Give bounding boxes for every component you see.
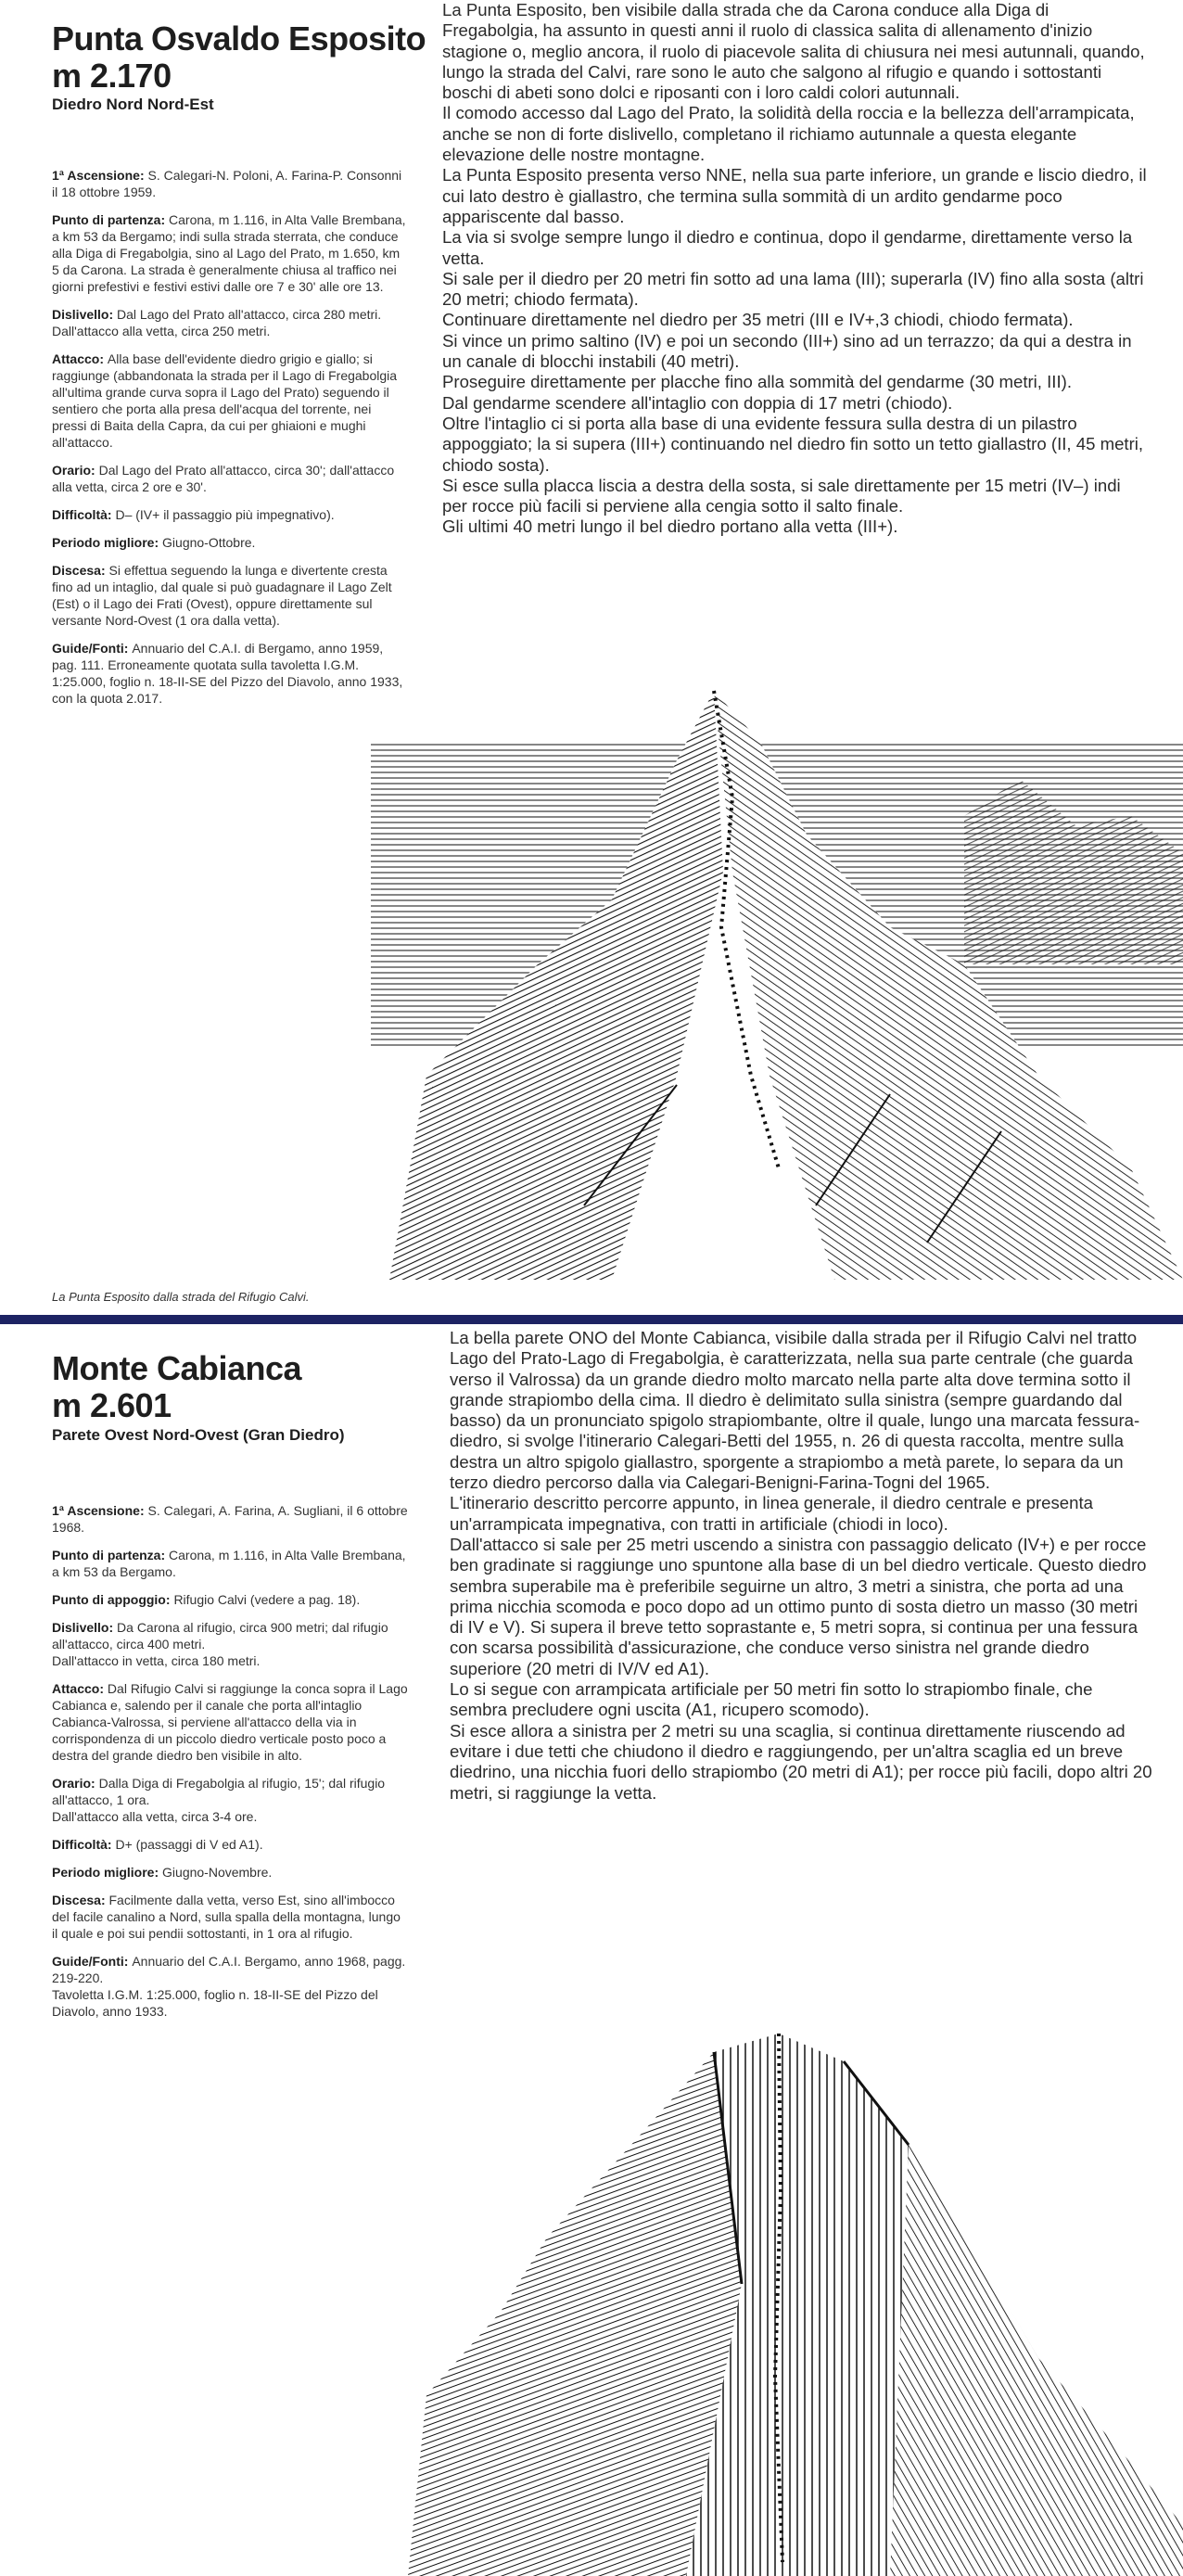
description-paragraph: La Punta Esposito, ben visibile dalla strada che da Carona conduce alla Diga di Fregabolgia, ha assunto in questi anni il ruolo di classica salita di allenamento d'inizio stagione o, meglio ancora, il ruolo di piacevole salita di chiusura nei mesi autunnali, quando, lungo la strada del Calvi, rare sono le auto che salgono al rifugio e quando i sottostanti boschi di abeti sono dolci e riposanti con i loro caldi colori autunnali. [442, 0, 1145, 103]
info-value: Si effettua seguendo la lunga e divertente cresta fino ad un intaglio, dal quale si può guadagnare il Lago Zelt (Est) o il Lago dei Frati (Ovest), oppure direttamente sul versante Nord-Ovest (1 ora dalla vetta). [52, 563, 392, 628]
mountain-illustration [408, 2006, 1183, 2576]
info-value: Carona, m 1.116, in Alta Valle Brembana, a km 53 da Bergamo. [52, 1548, 406, 1579]
route-description [450, 1328, 1154, 1804]
description-paragraph: Continuare direttamente nel diedro per 35 metri (III e IV+,3 chiodi, chiodo fermata). [442, 310, 1074, 330]
info-key: Punto di partenza [52, 1548, 161, 1562]
info-value: Dalla Diga di Fregabolgia al rifugio, 15'; dal rifugio all'attacco, 1 ora. Dall'attacco alla vetta, circa 3-4 ore. [52, 1776, 386, 1824]
description-paragraph: La Punta Esposito presenta verso NNE, nella sua parte inferiore, un grande e liscio diedro, il cui lato destro è giallastro, che termina sulla sommità di un ardito gendarme poco appariscente dal basso. [442, 165, 1147, 226]
info-key: Punto di appoggio [52, 1592, 166, 1607]
info-key: Orario [52, 1776, 92, 1791]
info-entry [52, 167, 409, 200]
info-value: S. Calegari-N. Poloni, A. Farina-P. Consonni il 18 ottobre 1959. [52, 168, 402, 199]
info-entry [52, 1502, 409, 1536]
info-entry [52, 1864, 409, 1881]
title-name: Punta Osvaldo Esposito [52, 19, 426, 57]
figure-caption: La Punta Esposito dalla strada del Rifugio Calvi. [52, 1290, 310, 1304]
description-paragraph: Si vince un primo saltino (IV) e poi un secondo (III+) sino ad un terrazzo; da qui a destra in un canale di blocchi instabili (40 metri). [442, 330, 1132, 372]
info-entry [52, 211, 409, 295]
info-value: Dal Lago del Prato all'attacco, circa 280 metri. Dall'attacco alla vetta, circa 250 metri. [52, 307, 382, 338]
route-subtitle: Diedro Nord Nord-Est [52, 96, 214, 113]
route-subtitle: Parete Ovest Nord-Ovest (Gran Diedro) [52, 1426, 345, 1444]
route-info-list [52, 1502, 409, 2031]
page-divider [0, 1315, 1183, 1324]
info-key: Guide/Fonti [52, 641, 124, 656]
info-value: Da Carona al rifugio, circa 900 metri; dal rifugio all'attacco, circa 400 metri. Dall'attacco in vetta, circa 180 metri. [52, 1620, 388, 1668]
title-elevation: m 2.170 [52, 57, 172, 95]
info-entry [52, 640, 409, 707]
info-key: Discesa [52, 1893, 101, 1907]
info-separator: : [99, 351, 108, 366]
info-entry [52, 1836, 409, 1853]
info-key: Attacco [52, 1681, 100, 1696]
info-value: Facilmente dalla vetta, verso Est, sino all'imbocco del facile canalino a Nord, sulla spalla della montagna, lungo il quale e poi sui pendii sottostanti, in 1 ora al rifugio. [52, 1893, 401, 1941]
info-entry [52, 1680, 409, 1764]
info-key: Dislivello [52, 1620, 109, 1635]
info-entry [52, 1775, 409, 1825]
info-separator: : [108, 1620, 118, 1635]
info-value: D+ (passaggi di V ed A1). [115, 1837, 263, 1852]
info-separator: : [139, 168, 148, 183]
info-key: 1ª Ascensione [52, 1503, 140, 1518]
info-separator: : [160, 1548, 170, 1562]
info-key: Periodo migliore [52, 535, 155, 550]
info-value: Dal Rifugio Calvi si raggiunge la conca sopra il Lago Cabianca e, salendo per il canale che porta all'intaglio Cabianca-Valrossa, si perviene all'attacco della via in corrispondenza di un piccolo diedro verticale posto poco a destra del grande diedro ben visibile in alto. [52, 1681, 408, 1763]
description-paragraph: Si sale per il diedro per 20 metri fin sotto ad una lama (III); superarla (IV) fino alla sosta (altri 20 metri; chiodo fermata). [442, 268, 1144, 310]
route-description [442, 0, 1147, 538]
info-entry [52, 1619, 409, 1669]
description-paragraph: Si esce allora a sinistra per 2 metri su una scaglia, si continua direttamente riuscendo ad evitare i due tetti che chiudono il diedro e raggiungendo, per un'altra scaglia ed un breve diedrino, una nicchia fuori dello strapiombo (20 metri di A1); per rocce più facili, dopo altri 20 metri, si raggiunge la vetta. [450, 1720, 1152, 1803]
info-entry [52, 1591, 409, 1608]
info-separator: : [165, 1592, 174, 1607]
info-value: Giugno-Ottobre. [162, 535, 256, 550]
info-key: Difficoltà [52, 507, 108, 522]
info-key: Guide/Fonti [52, 1954, 124, 1969]
info-separator: : [123, 1954, 133, 1969]
description-paragraph: Proseguire direttamente per placche fino alla sommità del gendarme (30 metri, III). [442, 372, 1072, 392]
info-separator: : [154, 535, 163, 550]
description-paragraph: Oltre l'intaglio ci si porta alla base di una evidente fessura sulla destra di un pilastro appoggiato; la si supera (III+) continuando nel diedro fin sotto un tetto giallastro (II, 45 metri, chiodo sosta). [442, 413, 1144, 475]
info-key: 1ª Ascensione [52, 168, 140, 183]
description-paragraph: La via si svolge sempre lungo il diedro e continua, dopo il gendarme, direttamente verso la vetta. [442, 227, 1133, 268]
info-entry [52, 562, 409, 629]
info-key: Discesa [52, 563, 101, 578]
info-separator: : [100, 1893, 109, 1907]
info-separator: : [154, 1865, 163, 1880]
info-value: S. Calegari, A. Farina, A. Sugliani, il 6 ottobre 1968. [52, 1503, 408, 1535]
mountain-illustration [371, 686, 1183, 1280]
info-entry [52, 306, 409, 339]
description-paragraph: L'itinerario descritto percorre appunto, in linea generale, il diedro centrale e presenta un'arrampicata impegnativa, con tratti in artificiale (chiodi in loco). [450, 1493, 1093, 1534]
info-key: Attacco [52, 351, 100, 366]
description-paragraph: Si esce sulla placca liscia a destra della sosta, si sale direttamente per 15 metri (IV–) indi per rocce più facili si perviene alla cengia sotto il salto finale. [442, 475, 1121, 516]
info-key: Dislivello [52, 307, 109, 322]
description-paragraph: Dall'attacco si sale per 25 metri uscendo a sinistra con passaggio delicato (IV+) e per rocce ben gradinate si raggiunge uno spuntone alla base di un bel diedro verticale. Questo diedro sembra superabile ma è preferibile seguirne un altro, 3 metri a sinistra, che porta ad una prima nicchia scomoda e poco dopo ad un ottimo punto di sosta dietro un masso (30 metri di IV e V). Si supera il breve tetto soprastante e, 5 metri sopra, si continua per una fessura con scarsa possibilità d'assicurazione, che conduce verso sinistra nel grande diedro superiore (20 metri di IV/V ed A1). [450, 1534, 1147, 1678]
info-entry [52, 351, 409, 451]
info-key: Punto di partenza [52, 212, 161, 227]
route-info-list [52, 167, 409, 718]
info-value: Dal Lago del Prato all'attacco, circa 30'; dall'attacco alla vetta, circa 2 ore e 30'. [52, 463, 395, 494]
description-paragraph: Gli ultimi 40 metri lungo il bel diedro portano alla vetta (III+). [442, 516, 898, 537]
info-entry [52, 1953, 409, 2020]
description-paragraph: Dal gendarme scendere all'intaglio con doppia di 17 metri (chiodo). [442, 392, 953, 413]
info-key: Difficoltà [52, 1837, 108, 1852]
info-value: Rifugio Calvi (vedere a pag. 18). [173, 1592, 361, 1607]
info-value: D– (IV+ il passaggio più impegnativo). [115, 507, 335, 522]
page-monte-cabianca [0, 1324, 1183, 2576]
info-key: Orario [52, 463, 92, 478]
description-paragraph: Lo si segue con arrampicata artificiale per 50 metri fin sotto lo strapiombo finale, che sembra precludere ogni uscita (A1, ricupero scomodo). [450, 1679, 1093, 1720]
description-paragraph: Il comodo accesso dal Lago del Prato, la solidità della roccia e la bellezza dell'arrampicata, anche se non di forte dislivello, completano il richiamo autunnale a questa elegante elevazione delle nostre montagne. [442, 103, 1135, 165]
page-title [52, 20, 426, 95]
title-elevation: m 2.601 [52, 1386, 172, 1424]
info-entry [52, 1892, 409, 1942]
info-value: Giugno-Novembre. [162, 1865, 273, 1880]
info-entry [52, 534, 409, 551]
info-entry [52, 462, 409, 495]
info-value: Carona, m 1.116, in Alta Valle Brembana, a km 53 da Bergamo; indi sulla strada sterrata, che conduce alla Diga di Fregabolgia, sino al Lago del Prato, m 1.650, km 5 da Carona. La strada è generalmente chiusa al traffico nei giorni prefestivi e festivi estivi dalle ore 7 e 30' alle ore 13. [52, 212, 406, 294]
info-separator: : [160, 212, 170, 227]
info-separator: : [107, 507, 116, 522]
info-key: Periodo migliore [52, 1865, 155, 1880]
info-separator: : [107, 1837, 116, 1852]
info-separator: : [108, 307, 118, 322]
info-separator: : [139, 1503, 148, 1518]
info-value: Annuario del C.A.I. Bergamo, anno 1968, pagg. 219-220. Tavoletta I.G.M. 1:25.000, foglio n. 18-II-SE del Pizzo del Diavolo, anno 1933. [52, 1954, 406, 2019]
info-entry [52, 1547, 409, 1580]
info-separator: : [91, 463, 99, 478]
info-separator: : [123, 641, 133, 656]
info-value: Annuario del C.A.I. di Bergamo, anno 1959, pag. 111. Erroneamente quotata sulla tavoletta I.G.M. 1:25.000, foglio n. 18-II-SE del Pizzo del Diavolo, anno 1933, con la quota 2.017. [52, 641, 403, 706]
title-name: Monte Cabianca [52, 1349, 302, 1387]
page-title [52, 1350, 301, 1424]
info-separator: : [99, 1681, 108, 1696]
info-entry [52, 506, 409, 523]
info-separator: : [91, 1776, 99, 1791]
info-separator: : [100, 563, 109, 578]
info-value: Alla base dell'evidente diedro grigio e giallo; si raggiunge (abbandonata la strada per il Lago di Fregabolgia all'ultima grande curva sopra il Lago del Prato) seguendo il sentiero che porta alla presa dell'acqua del torrente, nei pressi di Baita della Capra, da cui per ghiaioni e mughi all'attacco. [52, 351, 398, 450]
description-paragraph: La bella parete ONO del Monte Cabianca, visibile dalla strada per il Rifugio Calvi nel tratto Lago del Prato-Lago di Fregabolgia, è caratterizzata, nella sua parte centrale (che guarda verso il Valrossa) da un grande diedro molto marcato nella parte alta dove termina sotto il grande strapiombo della cima. Il diedro è delimitato sulla sinistra (sempre guardando dal basso) da un pronunciato spigolo strapiombante, oltre il quale, lungo una marcata fessura-diedro, si svolge l'itinerario Calegari-Betti del 1955, n. 26 di questa raccolta, mentre sulla destra un altro spigolo giallastro, sporgente a strapiombo a metà parete, lo separa da un terzo diedro percorso dalla via Calegari-Benigni-Farina-Togni del 1965. [450, 1328, 1140, 1493]
